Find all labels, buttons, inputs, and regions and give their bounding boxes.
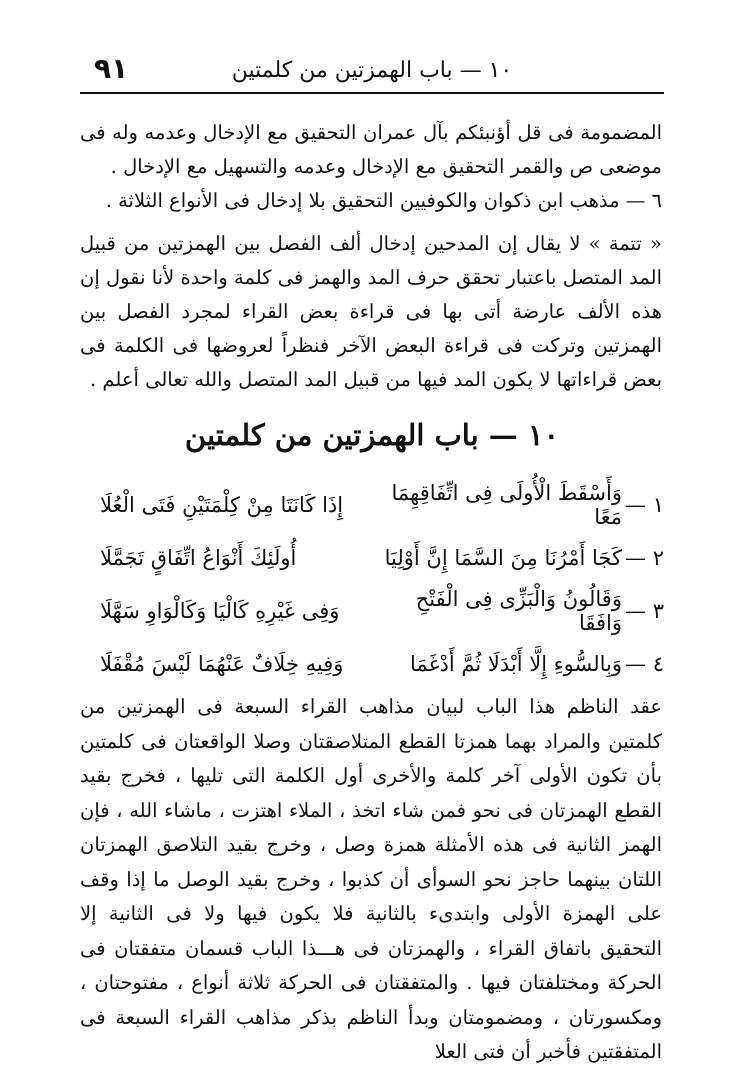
verse-first-hemistich: كَجَا أَمْرُنَا مِنَ السَّمَا إِنَّ أَوْلِيَا xyxy=(384,545,622,570)
page-number: ٩١ xyxy=(94,52,129,85)
verse xyxy=(90,584,664,637)
verse xyxy=(90,531,664,584)
paragraph-mazhab-5: المضمومة فى قل أؤنبئكم بآل عمران التحقيق مع الإدخال وعدمه وله فى موضعى ص والقمر التحقيق مع الإدخال وعدمه والتسهيل مع الإدخال . xyxy=(80,121,662,178)
chapter-heading: ١٠ — باب الهمزتين من كلمتين xyxy=(184,418,560,452)
running-title: ١٠ — باب الهمزتين من كلمتين xyxy=(231,58,513,83)
verse-number: ٢ — xyxy=(625,545,664,570)
paragraph-mazhab-6: ٦ — مذهب ابن ذكوان والكوفيين التحقيق بلا إدخال فى الأنواع الثلاثة . xyxy=(105,189,662,212)
verse-number: ١ — xyxy=(625,492,664,517)
verse-first-hemistich: وَبِالسُّوءِ إِلَّا أَبْدَلَا ثُمَّ أَدْغَمَا xyxy=(410,651,622,676)
poem-verses xyxy=(90,478,664,690)
verse-first-hemistich: وَأَسْقَطَ الْأُولَى فِى اتِّفَاقِهِمَا مَعًا xyxy=(391,480,622,529)
verse xyxy=(90,637,664,690)
paragraph-tatimma: « تتمة » لا يقال إن المدحين إدخال ألف الفصل بين الهمزتين من قبيل المد المتصل باعتبار تحقق حرف المد والهمز فى كلمة واحدة لأنا نقول إن هذه الألف عارضة أتى بها فى قراءة بعض القراء لمجرد الفصل بين الهمزتين وتركت فى قراءة البعض الآخر فنظراً لعروضها فى الكلمة فى بعض قراءاتها لا يكون المد فيها من قبيل المد المتصل والله تعالى أعلم . xyxy=(80,232,662,391)
verse-second-hemistich: وَفِيهِ خِلَافٌ عَنْهُمَا لَيْسَ مُقْفَلَا xyxy=(100,651,344,676)
page-header xyxy=(80,52,664,94)
verse-number: ٤ — xyxy=(625,651,664,676)
verse xyxy=(90,478,664,531)
intro-text xyxy=(80,116,662,218)
verse-second-hemistich: إِذَا كَانَتَا مِنْ كِلْمَتَيْنِ فَتَى الْعُلَا xyxy=(100,492,344,517)
verse-first-hemistich: وَقَالُونُ وَالْبَزِّى فِى الْفَتْحِ وَافَقَا xyxy=(415,586,622,635)
verse-number: ٣ — xyxy=(625,598,664,623)
verse-second-hemistich: أُولَئِكَ أَنْوَاعُ اتِّفَاقٍ تَجَمَّلَا xyxy=(100,545,297,570)
verse-second-hemistich: وَفِى غَيْرِهِ كَالْيَا وَكَالْوَاوِ سَهَّلَا xyxy=(100,598,340,623)
commentary-paragraph: عقد الناظم هذا الباب لبيان مذاهب القراء السبعة فى الهمزتين من كلمتين والمراد بهما همزتا القطع المتلاصقتان وصلا الواقعتان فى كلمتين بأن تكون الأولى آخر كلمة والأخرى أول الكلمة التى تليها ، فخرج بقيد القطع الهمزتان فى نحو فمن شاء اتخذ ، الملاء اهتزت ، ماشاء الله ، فإن الهمز الثانية فى هذه الأمثلة همزة وصل ، وخرج بقيد التلاصق الهمزتان اللتان بينهما حاجز نحو السوأى أن كذبوا ، وخرج بقيد الوصل ما إذا وقف على الهمزة الأولى وابتدىء بالثانية فلا يكون فيها ولا فى الثانية إلا التحقيق باتفاق القراء ، والهمزتان فى هـــذا الباب قسمان متفقتان فى الحركة ومختلفتان فيها . والمتفقتان فى الحركة ثلاثة أنواع ، مفتوحتان ، ومكسورتان ، ومضمومتان وبدأ الناظم بذكر مذاهب القراء السبعة فى المتفقتين فأخبر أن فتى العلا xyxy=(80,695,662,1063)
